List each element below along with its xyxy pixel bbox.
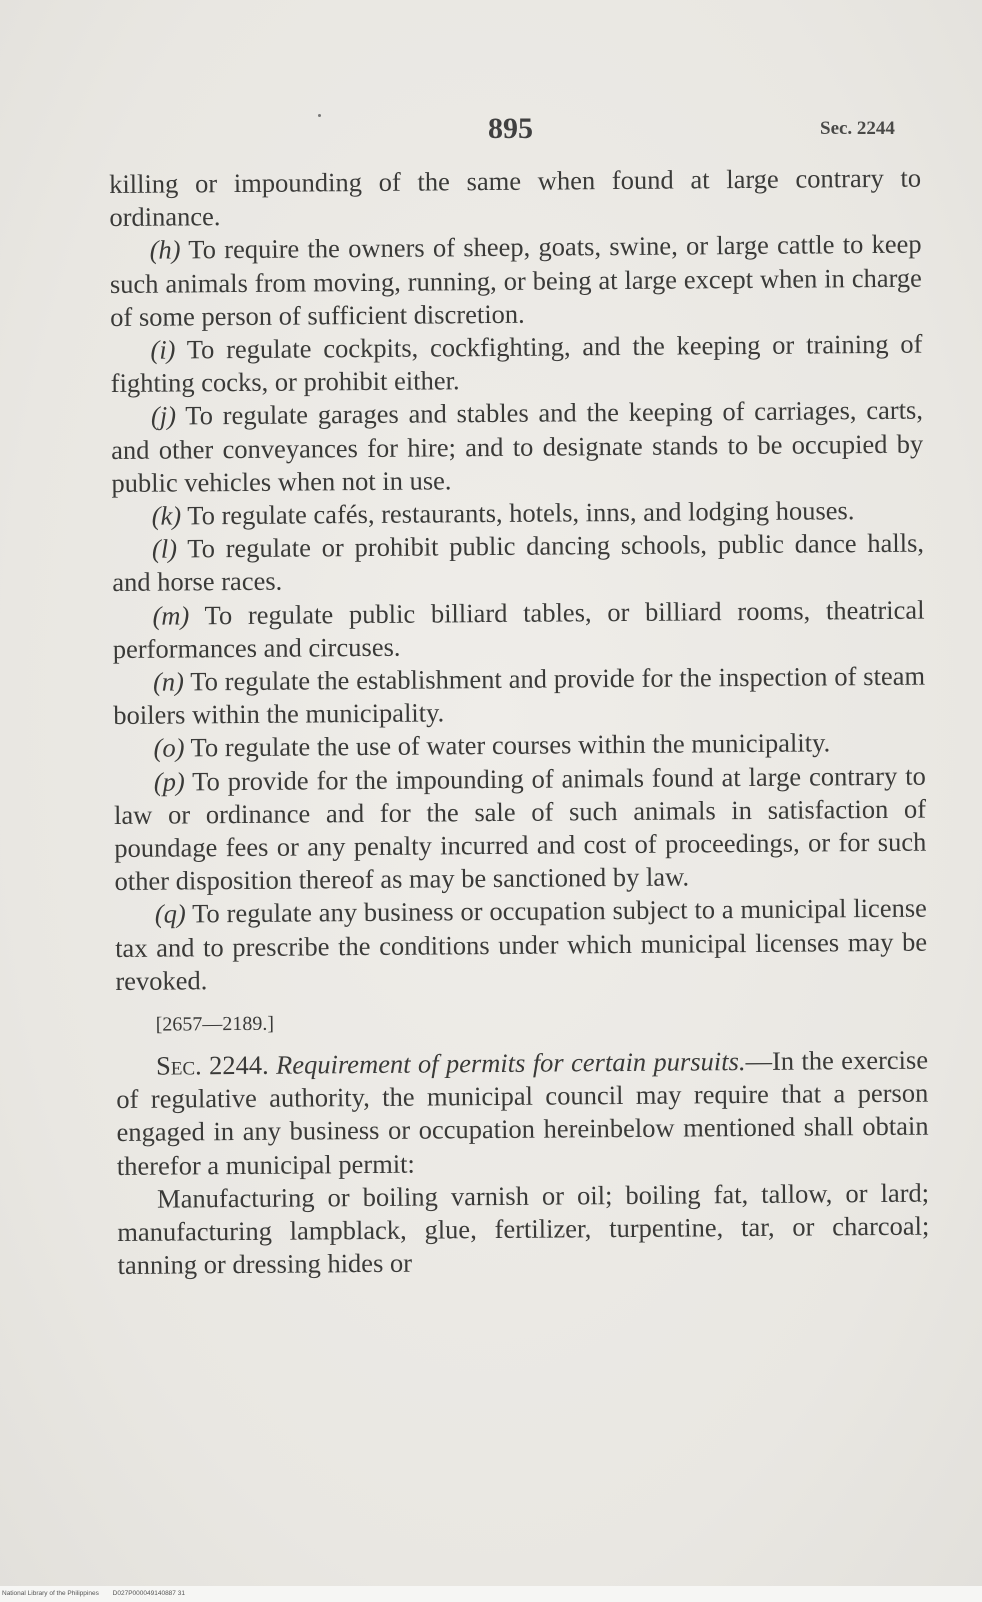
paragraph-item-n — [113, 660, 925, 733]
final-paragraph: Manufacturing or boiling varnish or oil; boiling fat, tallow, or lard; manufacturing lampblack, glue, fertilizer, turpentine, tar, or charcoal; tanning or dressing hides or — [117, 1177, 930, 1281]
section-paragraph — [116, 1044, 929, 1183]
item-letter: (l) — [151, 533, 178, 564]
paragraph-text: To regulate garages and stables and the keeping of carriages, carts, and other conveyances for hire; and to designate stands to be occupied by public vehicles when not in use. — [111, 395, 924, 498]
paragraph-item-p — [114, 759, 927, 898]
item-letter: (j) — [150, 400, 177, 432]
paragraph-text: To regulate or prohibit public dancing schools, public dance halls, and horse races. — [112, 527, 925, 598]
library-name: National Library of the Philippines — [2, 1590, 99, 1597]
paragraph-text: To require the owners of sheep, goats, swine, or large cattle to keep such animals from moving, running, or being at large except when in charge of some person of sufficient discretion. — [109, 229, 923, 332]
page-number: 895 — [488, 112, 533, 145]
item-letter: (k) — [151, 500, 182, 531]
paragraph-text: To regulate cockpits, cockfighting, and the keeping or training of fighting cocks, or prohibit either. — [110, 328, 923, 399]
paragraph-text: To regulate the use of water courses within the municipality. — [190, 727, 831, 763]
paragraph-item-m — [112, 593, 924, 666]
item-letter: (h) — [149, 234, 181, 266]
item-letter: (p) — [153, 766, 185, 797]
paragraph-text: To regulate the establishment and provide for the inspection of steam boilers within the municipality. — [113, 660, 926, 731]
item-letter: (m) — [152, 600, 190, 631]
footer-credit — [0, 1586, 982, 1602]
body-text — [109, 162, 930, 1283]
page-header — [0, 112, 982, 152]
paragraph-item-i — [110, 328, 922, 401]
item-letter: (n) — [152, 666, 185, 697]
item-letter: (q) — [154, 898, 186, 930]
paragraph-text: To regulate cafés, restaurants, hotels, inns, and lodging houses. — [187, 495, 855, 531]
paragraph-text: killing or impounding of the same when found at large contrary to ordinance. — [109, 162, 922, 233]
running-section-reference: Sec. 2244 — [820, 118, 895, 139]
paragraph-item-j — [111, 394, 924, 500]
section-title: Requirement of permits for certain pursuits. — [275, 1046, 746, 1080]
item-letter: (o) — [153, 732, 185, 764]
section-label: Sec. 2244. — [155, 1049, 269, 1081]
document-code: D027P000049140887 31 — [112, 1590, 185, 1597]
paragraph-item-l — [112, 527, 924, 600]
paragraph-item-h — [110, 228, 923, 334]
item-letter: (i) — [150, 334, 176, 365]
paragraph-item-q — [115, 892, 928, 998]
section-text: —In the exercise of regulative authority, the municipal council may require that a person engaged in any business or occupation hereinbelow mentioned shall obtain therefor a municipal permit: — [116, 1044, 929, 1181]
paragraph-text: To provide for the impounding of animals found at large contrary to law or ordinance and for the sale of such animals in satisfaction of poundage fees or any penalty incurred and cost of proceedings, or for such other disposition thereof as may be sanctioned by law. — [113, 760, 927, 897]
paragraph-text: To regulate any business or occupation subject to a municipal license tax and to prescribe the conditions under which municipal licenses may be revoked. — [115, 893, 928, 996]
citation: [2657—2189.] — [155, 1012, 275, 1036]
paragraph-text: To regulate public billiard tables, or billiard rooms, theatrical performances and circuses. — [112, 594, 925, 664]
paragraph-continuation — [109, 162, 921, 235]
